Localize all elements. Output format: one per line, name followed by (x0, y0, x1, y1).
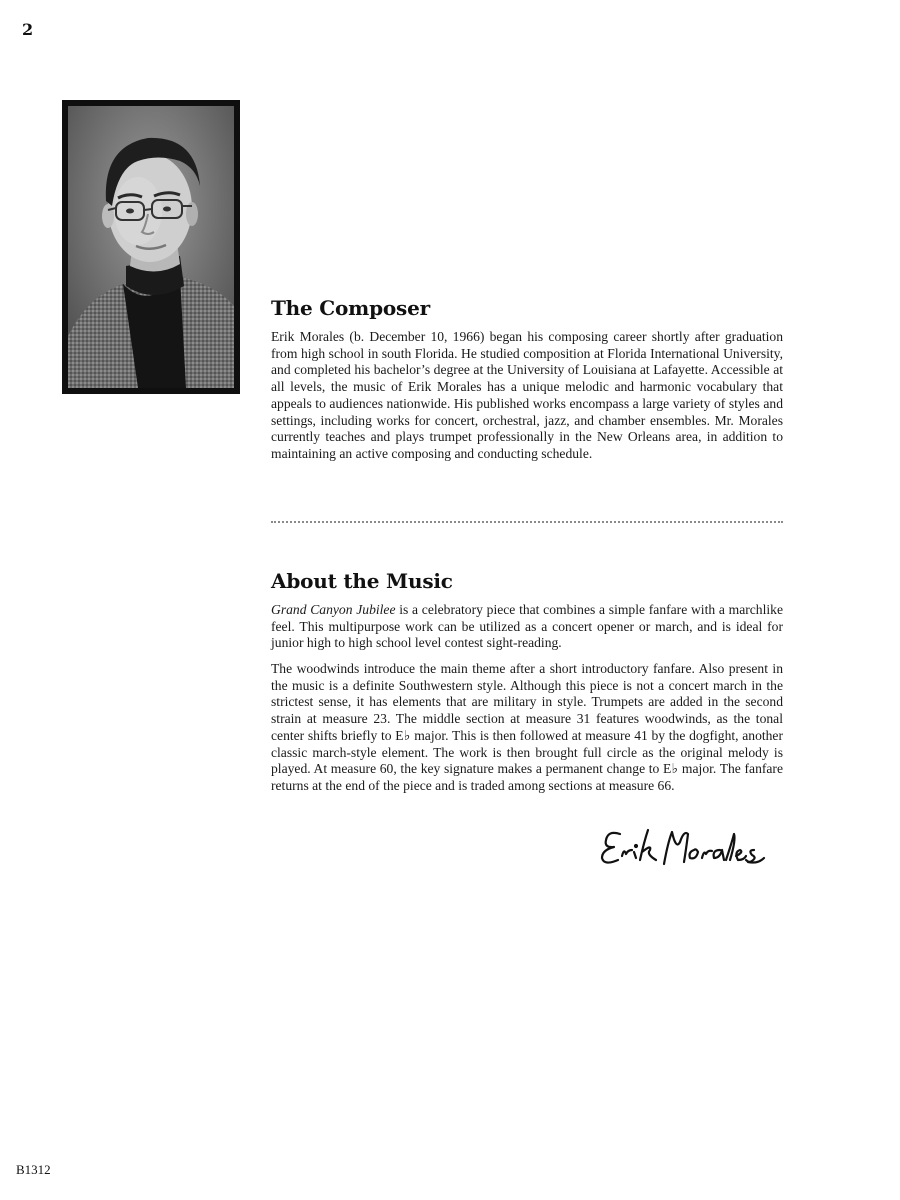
composer-bio: Erik Morales (b. December 10, 1966) began his composing career shortly after graduation from high school in south Florida. He studied composition at Florida International University, and completed his bachelor’s degree at the University of Louisiana at Lafayette. Accessible at all levels, the music of Erik Morales has a unique melodic and harmonic vocabulary that appeals to audiences nationwide. His published works encompass a large variety of styles and settings, including works for concert, orchestral, jazz, and chamber ensembles. Mr. Morales currently teaches and plays trumpet professionally in the New Orleans area, in addition to maintaining an active composing and conducting schedule. (271, 329, 783, 461)
about-music-paragraph-1 (271, 602, 783, 652)
paragraph-1-text: is a celebratory piece that combines a simple fanfare with a marchlike feel. This multipurpose work can be utilized as a concert opener or march, and is ideal for junior high to high school level contest sight-reading. (271, 602, 783, 651)
about-music-heading: About the Music (271, 569, 453, 593)
catalog-code: B1312 (16, 1162, 51, 1177)
page-number: 2 (22, 20, 34, 39)
piece-title: Grand Canyon Jubilee (271, 602, 396, 617)
section-divider (271, 521, 783, 523)
about-music-paragraph-2: The woodwinds introduce the main theme after a short introductory fanfare. Also present in the music is a definite Southwestern style. Although this piece is not a concert march in the strictest sense, it has elements that are military in style. Trumpets are added in the second strain at measure 23. The middle section at measure 31 features woodwinds, as the tonal center shifts briefly to E♭ major. This is then followed at measure 41 by the dogfight, another classic march-style element. The work is then brought full circle as the original melody is played. At measure 60, the key signature makes a permanent change to E♭ major. The fanfare returns at the end of the piece and is traded among sections at measure 66. (271, 661, 783, 793)
composer-photo (62, 100, 240, 394)
signature-icon (598, 820, 768, 872)
composer-portrait-icon (68, 106, 234, 388)
composer-heading: The Composer (271, 296, 430, 320)
